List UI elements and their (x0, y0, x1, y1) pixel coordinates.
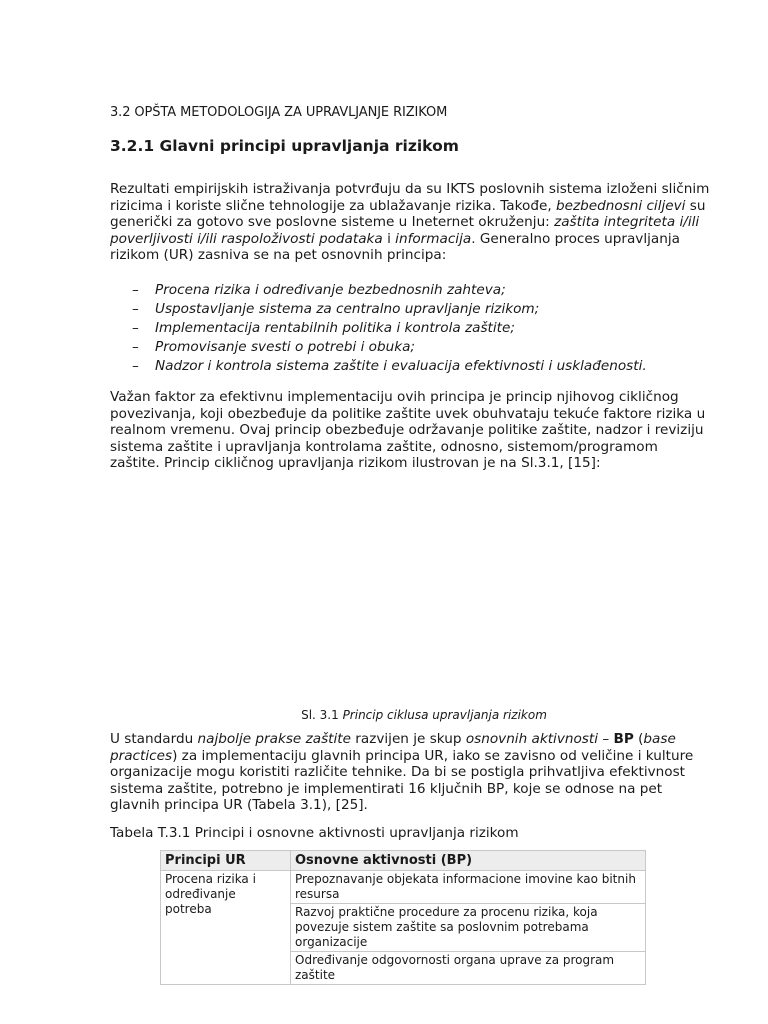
list-item: – Implementacija rentabilnih politika i kontrola zaštite; (132, 320, 515, 336)
section-heading: 3.2 OPŠTA METODOLOGIJA ZA UPRAVLJANJE RIZIKOM (110, 105, 448, 120)
principles-list (132, 281, 732, 376)
activity-cell: Razvoj praktične procedure za procenu rizika, koja povezuje sistem zaštite sa poslovnim potrebama organizacije (291, 904, 646, 952)
base-practices-paragraph: U standardu najbolje prakse zaštite razvijen je skup osnovnih aktivnosti – BP (base practices) za implementaciju glavnih principa UR, iako se zavisno od veličine i kulture organizacije mogu koristiti različite tehnike. Da bi se postigla prihvatljiva efektivnost sistema zaštite, potrebno je implementirati 16 ključnih BP, koje se odnose na pet glavnih principa UR (Tabela 3.1), [25]. (110, 731, 694, 814)
bullet-dash: – (132, 358, 139, 374)
list-item: – Uspostavljanje sistema za centralno upravljanje rizikom; (132, 301, 540, 317)
bullet-dash: – (132, 339, 139, 355)
column-header-principles: Principi UR (161, 851, 291, 871)
subsection-heading: 3.2.1 Glavni principi upravljanja rizikom (110, 137, 459, 155)
list-item: – Nadzor i kontrola sistema zaštite i evaluacija efektivnosti i usklađenosti. (132, 358, 647, 374)
list-item: – Promovisanje svesti o potrebi i obuka; (132, 339, 416, 355)
bullet-dash: – (132, 282, 139, 298)
table-row (161, 871, 646, 904)
bullet-dash: – (132, 320, 139, 336)
activity-cell: Prepoznavanje objekata informacione imovine kao bitnih resursa (291, 871, 646, 904)
bullet-dash: – (132, 301, 139, 317)
column-header-activities: Osnovne aktivnosti (BP) (291, 851, 646, 871)
table-caption: Tabela T.3.1 Principi i osnovne aktivnosti upravljanja rizikom (110, 825, 519, 841)
intro-paragraph: Rezultati empirijskih istraživanja potvrđuju da su IKTS poslovnih sistema izloženi sličnim rizicima i koriste slične tehnologije za ublažavanje rizika. Takođe, bezbednosni ciljevi su generički za gotovo sve poslovne sisteme u Ineternet okruženju: zaštita integriteta i/ili poverljivosti i/ili raspoloživosti podataka i informacija. Generalno proces upravljanja rizikom (UR) zasniva se na pet osnovnih principa: (110, 181, 710, 264)
figure-caption: Sl. 3.1 Princip ciklusa upravljanja rizikom (301, 708, 547, 722)
activity-cell: Određivanje odgovornosti organa uprave za program zaštite (291, 952, 646, 985)
cyclic-principle-paragraph: Važan faktor za efektivnu implementaciju ovih principa je princip njihovog cikličnog povezivanja, koji obezbeđuje da politike zaštite uvek obuhvataju tekuće faktore rizika u realnom vremenu. Ovaj princip obezbeđuje održavanje politike zaštite, nadzor i reviziju sistema zaštite i upravljanja kontrolama zaštite, odnosno, sistemom/programom zaštite. Princip cikličnog upravljanja rizikom ilustrovan je na Sl.3.1, [15]: (110, 389, 706, 472)
list-item: – Procena rizika i određivanje bezbednosnih zahteva; (132, 282, 506, 298)
principles-activities-table (160, 850, 646, 985)
table-header-row (161, 851, 646, 871)
principle-cell: Procena rizika i određivanje potreba (161, 871, 291, 985)
